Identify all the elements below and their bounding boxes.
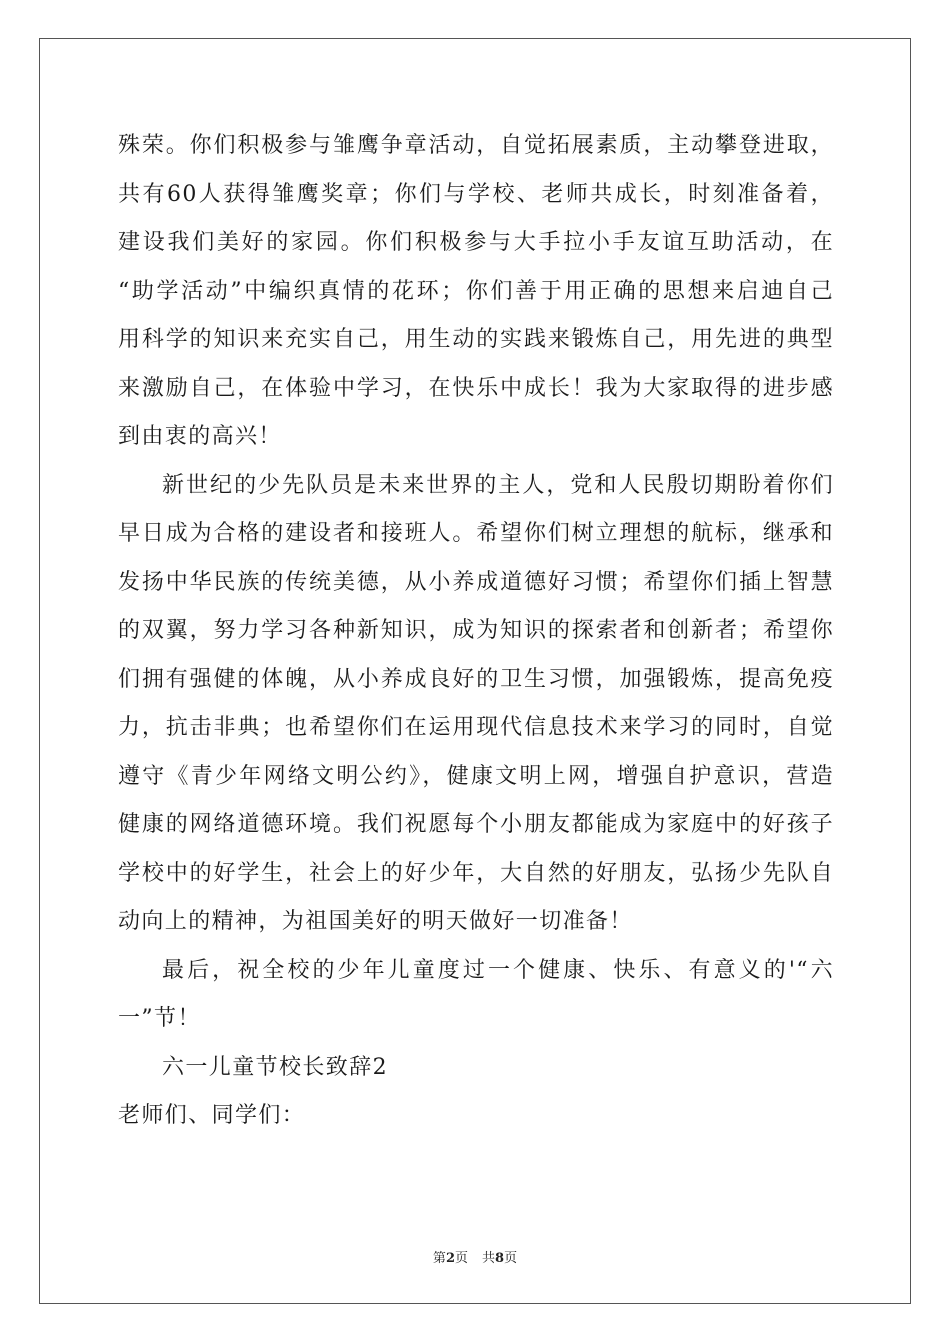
- text-line: 建设我们美好的家园。你们积极参与大手拉小手友谊互助活动，在: [118, 230, 834, 255]
- text-line: 一”节！: [118, 1006, 201, 1031]
- salutation-line: 老师们、同学们：: [118, 1103, 306, 1128]
- paragraph-start-line: 最后，祝全校的少年儿童度过一个健康、快乐、有意义的'“六: [162, 957, 834, 983]
- text-line: 学校中的好学生，社会上的好少年，大自然的好朋友，弘扬少先队自: [118, 860, 834, 886]
- text-line: “助学活动”中编织真情的花环；你们善于用正确的思想来启迪自己: [118, 278, 834, 304]
- text-line: 殊荣。你们积极参与雏鹰争章活动，自觉拓展素质，主动攀登进取，: [118, 133, 834, 158]
- footer-page-mid: 页: [454, 1251, 468, 1266]
- footer-total-suffix: 页: [504, 1251, 518, 1266]
- footer-page-total: 8: [495, 1251, 505, 1266]
- text-line: 健康的网络道德环境。我们祝愿每个小朋友都能成为家庭中的好孩子: [118, 812, 834, 837]
- footer-page-current: 2: [445, 1251, 455, 1266]
- text-line: 到由衷的高兴！: [118, 424, 282, 449]
- text-line: 共有60人获得雏鹰奖章；你们与学校、老师共成长，时刻准备着，: [118, 181, 834, 207]
- text-line: 用科学的知识来充实自己，用生动的实践来锻炼自己，用先进的典型: [118, 327, 834, 352]
- page-footer: [0, 1247, 950, 1266]
- text-line: 动向上的精神，为祖国美好的明天做好一切准备！: [118, 909, 633, 934]
- section-heading: 六一儿童节校长致辞2: [162, 1054, 388, 1080]
- text-line: 力，抗击非典；也希望你们在运用现代信息技术来学习的同时，自觉: [118, 715, 834, 740]
- footer-page-prefix: 第: [432, 1251, 446, 1266]
- text-line: 来激励自己，在体验中学习，在快乐中成长！我为大家取得的进步感: [118, 375, 834, 401]
- text-line: 早日成为合格的建设者和接班人。希望你们树立理想的航标，继承和: [118, 521, 834, 546]
- document-body: [118, 128, 834, 1147]
- text-line: 发扬中华民族的传统美德，从小养成道德好习惯；希望你们插上智慧: [118, 569, 834, 595]
- text-line: 们拥有强健的体魄，从小养成良好的卫生习惯，加强锻炼，提高免疫: [118, 666, 834, 692]
- text-line: 的双翼，努力学习各种新知识，成为知识的探索者和创新者；希望你: [118, 618, 834, 643]
- text-line: 遵守《青少年网络文明公约》，健康文明上网，增强自护意识，营造: [118, 763, 834, 789]
- paragraph-start-line: 新世纪的少先队员是未来世界的主人，党和人民殷切期盼着你们: [162, 472, 834, 498]
- footer-total-prefix: 共: [482, 1251, 496, 1266]
